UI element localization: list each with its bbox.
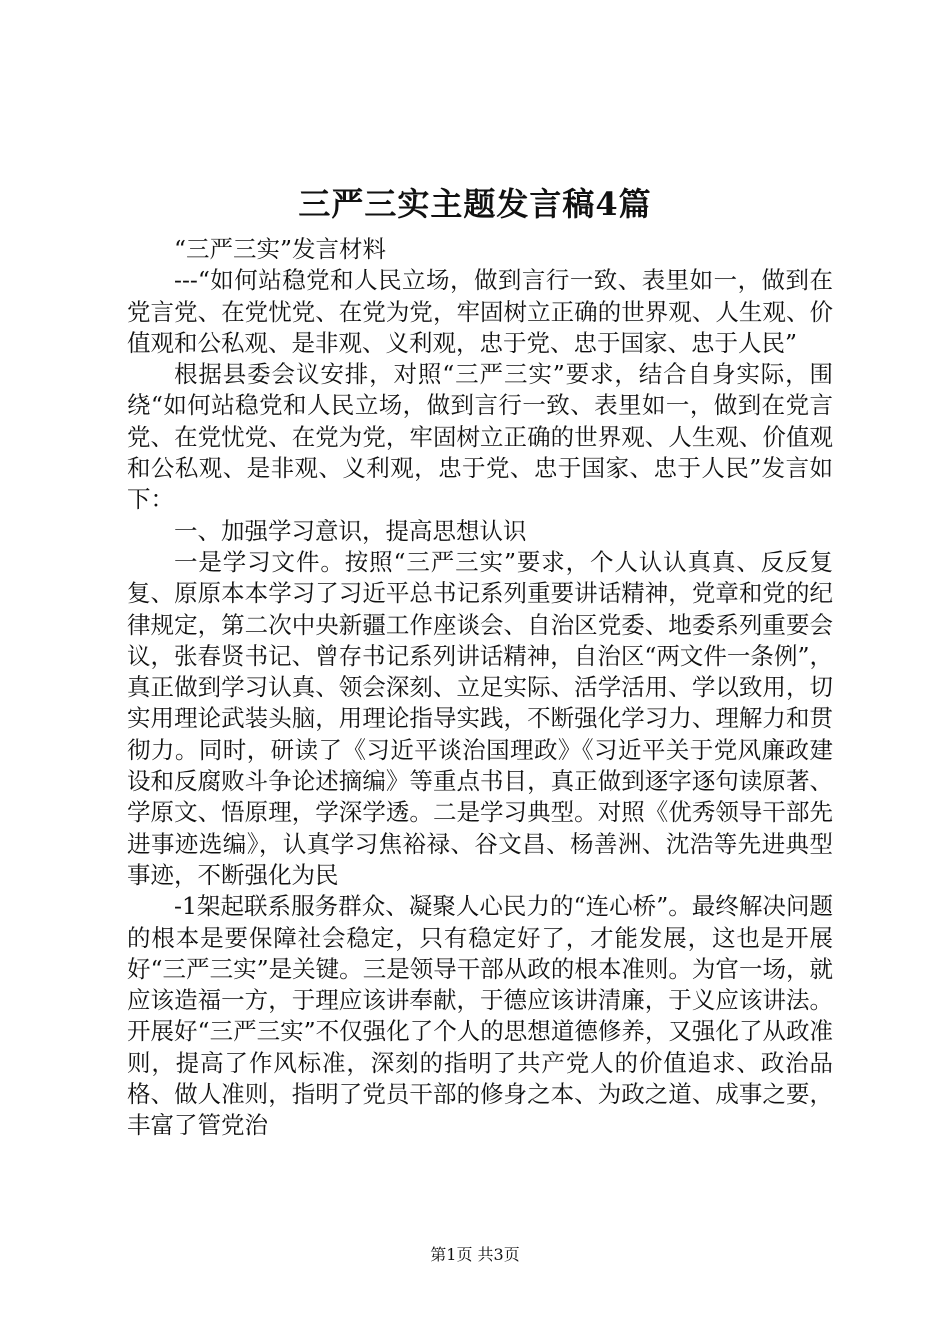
subtitle-paragraph: “三严三实”发言材料 bbox=[174, 235, 387, 263]
theme-paragraph: ---“如何站稳党和人民立场，做到言行一致、表里如一，做到在党言党、在党忧党、在党为党，牢固树立正确的世界观、人生观、价值观和公私观、是非观、义利观，忠于党、忠于国家、忠于人民” bbox=[127, 266, 833, 357]
document-body bbox=[127, 234, 833, 1142]
body-paragraph: 一是学习文件。按照“三严三实”要求，个人认认真真、反反复复、原原本本学习了习近平总书记系列重要讲话精神，党章和党的纪律规定，第二次中央新疆工作座谈会、自治区党委、地委系列重要会议，张春贤书记、曾存书记系列讲话精神，自治区“两文件一条例”，真正做到学习认真、领会深刻、立足实际、活学活用、学以致用，切实用理论武装头脑，用理论指导实践，不断强化学习力、理解力和贯彻力。同时，研读了《习近平谈治国理政》《习近平关于党风廉政建设和反腐败斗争论述摘编》等重点书目，真正做到逐字逐句读原著、学原文、悟原理，学深学透。二是学习典型。对照《优秀领导干部先进事迹选编》，认真学习焦裕禄、谷文昌、杨善洲、沈浩等先进典型事迹，不断强化为民 bbox=[127, 547, 833, 889]
intro-paragraph: 根据县委会议安排，对照“三严三实”要求，结合自身实际，围绕“如何站稳党和人民立场，做到言行一致、表里如一，做到在党言党、在党忧党、在党为党，牢固树立正确的世界观、人生观、价值观和公私观、是非观、义利观，忠于党、忠于国家、忠于人民”发言如下： bbox=[127, 360, 833, 514]
section-heading: 一、加强学习意识，提高思想认识 bbox=[174, 516, 527, 545]
document-title: 三严三实主题发言稿4篇 bbox=[298, 185, 652, 223]
body-paragraph: -1架起联系服务群众、凝聚人心民力的“连心桥”。最终解决问题的根本是要保障社会稳定，只有稳定好了，才能发展，这也是开展好“三严三实”是关键。三是领导干部从政的根本准则。为官一场，就应该造福一方，于理应该讲奉献，于德应该讲清廉，于义应该讲法。开展好“三严三实”不仅强化了个人的思想道德修养，又强化了从政准则，提高了作风标准，深刻的指明了共产党人的价值追求、政治品格、做人准则，指明了党员干部的修身之本、为政之道、成事之要，丰富了管党治 bbox=[127, 892, 833, 1140]
page-number-footer: 第1页 共3页 bbox=[430, 1245, 520, 1264]
